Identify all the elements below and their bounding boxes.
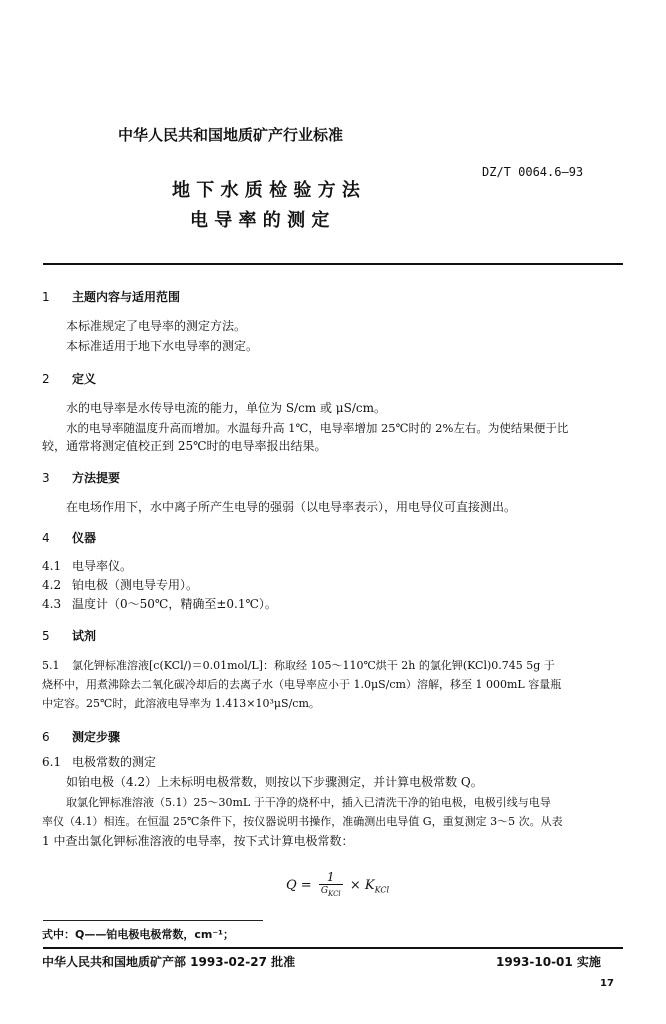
item-5-1-line-3: 中定容。25℃时，此溶液电导率为 1.413×10³μS/cm。 [42,697,320,710]
section-6-para-1: 如铂电极（4.2）上未标明电极常数，则按以下步骤测定，并计算电极常数 Q。 [66,775,483,789]
formula-rhs-subscript: KCl [374,885,390,895]
approval-line: 中华人民共和国地质矿产部 1993-02-27 批准 [42,955,296,969]
section-2-heading [42,370,96,387]
footer-rule [43,947,623,949]
formula-rhs: K [364,877,375,893]
formula-numerator: 1 [319,870,343,885]
item-4-2 [42,576,198,594]
item-6-1-number: 6.1 [42,755,62,769]
item-4-2-text: 铂电极（测电导专用）。 [72,578,199,592]
item-4-2-number: 4.2 [42,578,62,592]
section-2-number: 2 [42,372,50,386]
item-5-1-line-2: 烧杯中，用煮沸除去二氧化碳冷却后的去离子水（电导率应小于 1.0μS/cm）溶解，移至 1 000mL 容量瓶 [42,678,562,691]
section-1-para-1: 本标准规定了电导率的测定方法。 [66,319,247,333]
item-6-1-text: 电极常数的测定 [72,755,157,769]
item-4-3-text: 温度计（0～50℃，精确至±0.1℃）。 [72,597,277,611]
section-1-para-2: 本标准适用于地下水电导率的测定。 [66,339,259,353]
formula-denominator [319,885,343,901]
section-2-para-1: 水的电导率是水传导电流的能力，单位为 S/cm 或 μS/cm。 [66,401,386,415]
section-2-para-2b: 较，通常将测定值校正到 25℃时的电导率报出结果。 [42,439,327,453]
section-2-title: 定义 [72,372,97,386]
item-6-1 [42,753,156,771]
section-6-heading [42,728,120,745]
item-5-1-text: 氯化钾标准溶液[c(KCl/)＝0.01mol/L]：称取经 105～110℃烘干 2h 的氯化钾(KCl)0.745 5g 于 [72,659,555,672]
document-title-line2: 电 导 率 的 测 定 [190,210,330,231]
section-4-title: 仪器 [72,531,97,545]
section-2-para-2a: 水的电导率随温度升高而增加。水温每升高 1℃，电导率增加 25℃时的 2%左右。为使结果便于比 [66,421,569,435]
formula-lhs: Q = [286,877,312,893]
effective-date-line: 1993-10-01 实施 [496,955,601,969]
header-rule [43,263,623,265]
section-6-number: 6 [42,730,50,744]
item-4-1 [42,557,132,575]
item-4-3 [42,595,277,613]
section-3-para-1: 在电场作用下，水中离子所产生电导的强弱（以电导率表示），用电导仪可直接测出。 [66,500,517,514]
section-4-number: 4 [42,531,50,545]
issuing-authority: 中华人民共和国地质矿产行业标准 [118,126,344,144]
section-6-title: 测定步骤 [72,730,121,744]
section-3-number: 3 [42,471,50,485]
formula-denominator-subscript: KCl [328,889,341,898]
section-6-para-2a: 取氯化钾标准溶液（5.1）25～30mL 于干净的烧杯中，插入已清洗干净的铂电极，电极引线与电导 [66,796,551,809]
formula-denominator-symbol: G [320,886,329,896]
section-5-number: 5 [42,629,50,643]
footnote-rule [43,920,263,921]
standard-code: DZ/T 0064.6—93 [482,165,584,179]
section-4-heading [42,529,96,546]
item-4-1-number: 4.1 [42,559,62,573]
item-5-1-line-1 [42,657,555,675]
footnote: 式中：Q——铂电极电极常数，cm⁻¹； [42,928,234,941]
section-6-para-2b: 率仪（4.1）相连。在恒温 25℃条件下，按仪器说明书操作，准确测出电导值 G，重复测定 3～5 次。从表 [42,815,563,828]
page-number: 17 [600,978,614,989]
section-6-para-2c: 1 中查出氯化钾标准溶液的电导率，按下式计算电极常数： [42,834,354,848]
section-1-number: 1 [42,290,50,304]
section-3-heading [42,469,120,486]
section-5-title: 试剂 [72,629,97,643]
electrode-constant-formula [286,870,389,901]
document-title-line1: 地 下 水 质 检 验 方 法 [172,180,360,201]
section-3-title: 方法提要 [72,471,121,485]
item-4-3-number: 4.3 [42,597,62,611]
section-5-heading [42,627,96,644]
section-1-heading [42,288,180,305]
item-4-1-text: 电导率仪。 [72,559,133,573]
item-5-1-number: 5.1 [42,659,60,672]
section-1-title: 主题内容与适用范围 [72,290,181,304]
formula-times: × [349,877,361,893]
formula-fraction [319,870,343,901]
